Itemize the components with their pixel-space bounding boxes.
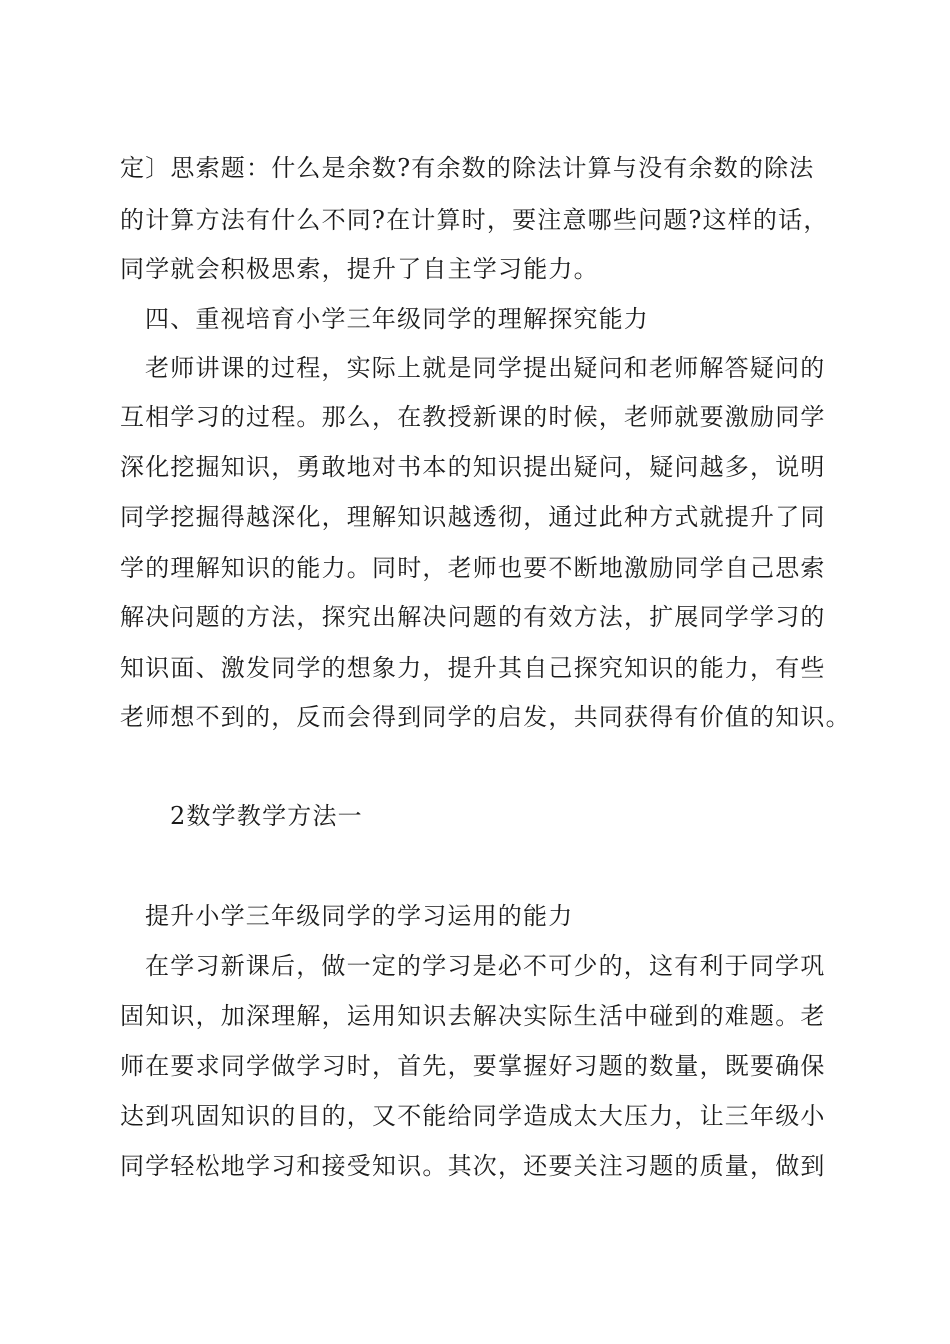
- text-line: 同学轻松地学习和接受知识。其次，还要关注习题的质量，做到: [120, 1152, 826, 1180]
- subheading: 提升小学三年级同学的学习运用的能力: [145, 902, 574, 930]
- text-line: 老师想不到的，反而会得到同学的启发，共同获得有价值的知识。: [120, 703, 851, 731]
- text-line: 达到巩固知识的目的，又不能给同学造成太大压力，让三年级小: [120, 1102, 826, 1130]
- text-line: 师在要求同学做学习时，首先，要掌握好习题的数量，既要确保: [120, 1052, 826, 1080]
- text-line: 老师讲课的过程，实际上就是同学提出疑问和老师解答疑问的: [145, 354, 826, 382]
- text-line: 互相学习的过程。那么，在教授新课的时候，老师就要激励同学: [120, 403, 826, 431]
- section-title: 2数学教学方法一: [170, 802, 363, 830]
- text-line: 同学就会积极思索，提升了自主学习能力。: [120, 255, 599, 283]
- text-line: 定〕思索题：什么是余数?有余数的除法计算与没有余数的除法: [120, 154, 815, 182]
- section-heading: 四、重视培育小学三年级同学的理解探究能力: [145, 305, 649, 333]
- text-line: 学的理解知识的能力。同时，老师也要不断地激励同学自己思索: [120, 554, 826, 582]
- text-line: 深化挖掘知识，勇敢地对书本的知识提出疑问，疑问越多，说明: [120, 453, 826, 481]
- text-line: 解决问题的方法，探究出解决问题的有效方法，扩展同学学习的: [120, 603, 826, 631]
- text-line: 知识面、激发同学的想象力，提升其自己探究知识的能力，有些: [120, 654, 826, 682]
- text-line: 固知识，加深理解，运用知识去解决实际生活中碰到的难题。老: [120, 1002, 826, 1030]
- text-line: 的计算方法有什么不同?在计算时，要注意哪些问题?这样的话，: [120, 206, 829, 234]
- text-line: 在学习新课后，做一定的学习是必不可少的，这有利于同学巩: [145, 952, 826, 980]
- text-line: 同学挖掘得越深化，理解知识越透彻，通过此种方式就提升了同: [120, 503, 826, 531]
